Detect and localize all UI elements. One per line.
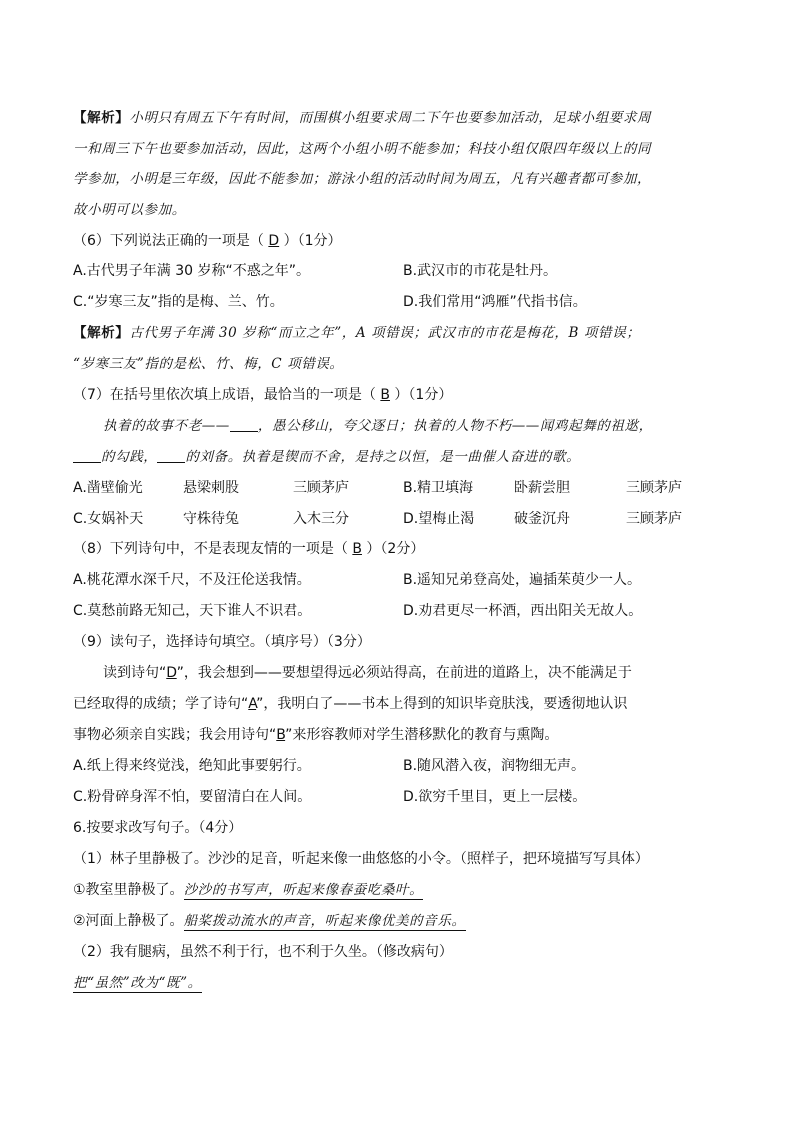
option-c: C.“岁寒三友”指的是梅、兰、竹。 bbox=[73, 294, 284, 310]
passage-text: ，愚公移山，夸父逐日；执着的人物不朽——闻鸡起舞的祖逖， bbox=[257, 418, 653, 434]
option-cell: 破釜沉舟 bbox=[514, 511, 570, 527]
sub-question: （2）我有腿病，虽然不利于行，也不利于久坐。（修改病句） bbox=[73, 944, 453, 960]
option-a: A.凿壁偷光 bbox=[73, 480, 143, 496]
answer-letter: D bbox=[166, 665, 177, 681]
passage-text: ”来形容教师对学生潜移默化的教育与熏陶。 bbox=[285, 727, 559, 743]
passage-line bbox=[103, 416, 733, 436]
written-answer: 把“虽然”改为“既”。 bbox=[73, 975, 202, 991]
answer-line bbox=[73, 880, 733, 900]
fill-blank bbox=[157, 448, 185, 463]
option-d: D.我们常用“鸿雁”代指书信。 bbox=[403, 294, 587, 310]
analysis-label: 【解析】 bbox=[73, 110, 130, 126]
question-6 bbox=[73, 231, 733, 251]
option-b: B.精卫填海 bbox=[403, 480, 474, 496]
option-a: A.纸上得来终觉浅，绝知此事要躬行。 bbox=[73, 758, 311, 774]
analysis-paragraph-line bbox=[73, 323, 733, 343]
analysis-paragraph-line bbox=[73, 108, 733, 128]
question-8 bbox=[73, 539, 733, 559]
option-c: C.莫愁前路无知己，天下谁人不识君。 bbox=[73, 603, 312, 619]
question-score: ）（1分） bbox=[279, 233, 342, 249]
fill-blank bbox=[230, 417, 258, 432]
answer-line bbox=[73, 911, 733, 931]
option-b: B.遥知兄弟登高处，遍插茱萸少一人。 bbox=[403, 572, 642, 588]
passage-text: ”，我明白了——书本上得到的知识毕竟肤浅，要透彻地认识 bbox=[256, 696, 628, 712]
passage-text: ”，我会想到——要想望得远必须站得高，在前进的道路上，决不能满足于 bbox=[176, 665, 632, 681]
question-9: （9）读句子，选择诗句填空。（填序号）（3分） bbox=[73, 634, 371, 650]
option-a: A.桃花潭水深千尺，不及汪伦送我情。 bbox=[73, 572, 311, 588]
option-d: D.望梅止渴 bbox=[403, 511, 475, 527]
answer-line bbox=[73, 973, 733, 993]
option-cell: 三顾茅庐 bbox=[293, 480, 349, 496]
analysis-text: 学参加，小明是三年级，因此不能参加；游泳小组的活动时间为周五，凡有兴趣者都可参加， bbox=[73, 171, 652, 187]
option-cell: 守株待兔 bbox=[183, 511, 239, 527]
passage-text: 已经取得的成绩；学了诗句“ bbox=[73, 696, 249, 712]
question-text: （8）下列诗句中，不是表现友情的一项是（ bbox=[73, 541, 353, 557]
passage-text: 的刘备。执着是锲而不舍，是持之以恒，是一曲催人奋进的歌。 bbox=[185, 449, 581, 465]
question-text: （6）下列说法正确的一项是（ bbox=[73, 233, 269, 249]
answer-letter: B bbox=[352, 541, 362, 557]
option-a: A.古代男子年满 30 岁称“不惑之年”。 bbox=[73, 263, 311, 279]
answer-letter: B bbox=[276, 727, 286, 743]
question-7 bbox=[73, 385, 733, 405]
written-answer: 沙沙的书写声，听起来像春蚕吃桑叶。 bbox=[183, 882, 424, 898]
option-b: B.武汉市的市花是牡丹。 bbox=[403, 263, 558, 279]
analysis-text: “岁寒三友”指的是松、竹、梅，C 项错误。 bbox=[73, 356, 344, 372]
sub-question: （1）林子里静极了。沙沙的足音，听起来像一曲悠悠的小令。（照样子，把环境描写写具体） bbox=[73, 851, 649, 867]
option-cell: 三顾茅庐 bbox=[626, 480, 682, 496]
answer-letter: B bbox=[380, 387, 390, 403]
analysis-text: 一和周三下午也要参加活动，因此，这两个小组小明不能参加；科技小组仅限四年级以上的同 bbox=[73, 141, 652, 157]
passage-line bbox=[73, 725, 733, 745]
answer-letter: D bbox=[268, 233, 280, 249]
option-c: C.女娲补天 bbox=[73, 511, 144, 527]
passage-line bbox=[73, 447, 733, 467]
option-cell: 入木三分 bbox=[293, 511, 349, 527]
question-score: ）（2分） bbox=[361, 541, 425, 557]
question-score: ）（1分） bbox=[389, 387, 453, 403]
item-prefix: ①教室里静极了。 bbox=[73, 882, 184, 898]
option-d: D.劝君更尽一杯酒，西出阳关无故人。 bbox=[403, 603, 643, 619]
passage-line bbox=[103, 663, 733, 683]
fill-blank bbox=[73, 448, 101, 463]
passage-line bbox=[73, 694, 733, 714]
passage-text: 执着的故事不老—— bbox=[103, 418, 230, 434]
analysis-text: 小明只有周五下午有时间，而围棋小组要求周二下午也要参加活动，足球小组要求周 bbox=[129, 110, 652, 126]
option-d: D.欲穷千里目，更上一层楼。 bbox=[403, 789, 587, 805]
option-c: C.粉骨碎身浑不怕，要留清白在人间。 bbox=[73, 789, 312, 805]
passage-text: 事物必须亲自实践；我会用诗句“ bbox=[73, 727, 277, 743]
option-cell: 卧薪尝胆 bbox=[514, 480, 570, 496]
option-b: B.随风潜入夜，润物细无声。 bbox=[403, 758, 586, 774]
option-cell: 悬梁刺股 bbox=[183, 480, 239, 496]
analysis-label: 【解析】 bbox=[73, 325, 130, 341]
answer-letter: A bbox=[248, 696, 257, 712]
analysis-text: 古代男子年满 30 岁称“而立之年”，A 项错误；武汉市的市花是梅花，B 项错误； bbox=[129, 325, 641, 341]
item-prefix: ②河面上静极了。 bbox=[73, 913, 184, 929]
question-text: （7）在括号里依次填上成语，最恰当的一项是（ bbox=[73, 387, 381, 403]
section-title: 6.按要求改写句子。（4分） bbox=[73, 820, 243, 836]
passage-text: 读到诗句“ bbox=[103, 665, 167, 681]
option-cell: 三顾茅庐 bbox=[626, 511, 682, 527]
written-answer: 船桨拨动流水的声音，听起来像优美的音乐。 bbox=[183, 913, 466, 929]
passage-text: 的勾践， bbox=[101, 449, 158, 465]
analysis-text: 故小明可以参加。 bbox=[73, 202, 186, 218]
